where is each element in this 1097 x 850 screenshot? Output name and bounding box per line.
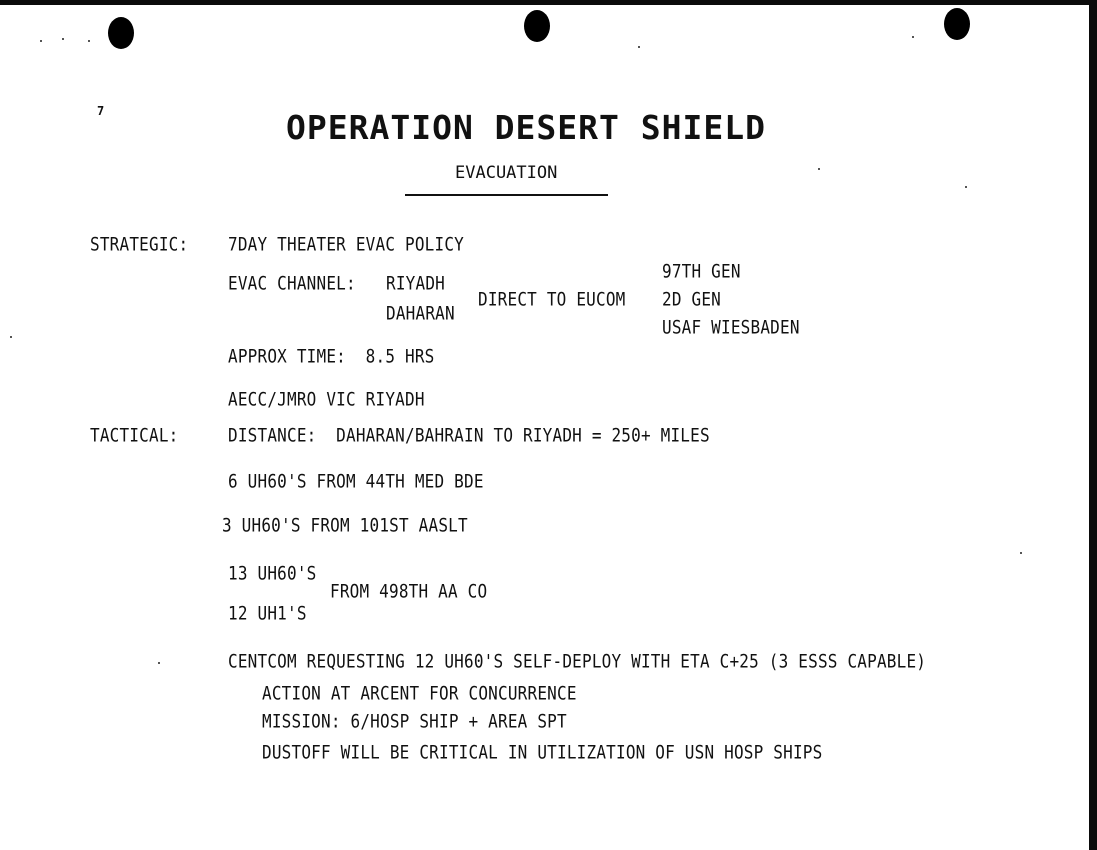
evac-destination-1: 97TH GEN <box>662 260 741 282</box>
document-subtitle: EVACUATION <box>455 163 558 183</box>
scan-speck <box>1020 552 1022 554</box>
scan-top-edge <box>0 0 1097 5</box>
subtitle-underline <box>405 194 608 196</box>
scan-speck <box>62 38 64 40</box>
action-line: ACTION AT ARCENT FOR CONCURRENCE <box>262 682 577 704</box>
mission-line: MISSION: 6/HOSP SHIP + AREA SPT <box>262 710 567 732</box>
scan-speck <box>10 336 12 338</box>
scan-speck <box>818 168 820 170</box>
evac-destination-3: USAF WIESBADEN <box>662 316 800 338</box>
scan-speck <box>88 40 90 42</box>
evac-direct: DIRECT TO EUCOM <box>478 288 626 310</box>
evac-destination-2: 2D GEN <box>662 288 721 310</box>
centcom-request: CENTCOM REQUESTING 12 UH60'S SELF-DEPLOY WITH ETA C+25 (3 ESSS CAPABLE) <box>228 650 927 672</box>
dustoff-line: DUSTOFF WILL BE CRITICAL IN UTILIZATION OF USN HOSP SHIPS <box>262 741 823 763</box>
approx-time: APPROX TIME: 8.5 HRS <box>228 345 435 367</box>
evac-origin-1: RIYADH <box>386 272 445 294</box>
evac-channel-label: EVAC CHANNEL: <box>228 272 356 294</box>
tactical-label: TACTICAL: <box>90 424 179 446</box>
punch-hole-center <box>524 10 550 42</box>
scan-speck <box>158 662 160 664</box>
tactical-distance: DISTANCE: DAHARAN/BAHRAIN TO RIYADH = 250+ MILES <box>228 424 710 446</box>
strategic-label: STRATEGIC: <box>90 233 189 255</box>
tactical-line-1: 6 UH60'S FROM 44TH MED BDE <box>228 470 484 492</box>
aecc-line: AECC/JMRO VIC RIYADH <box>228 388 425 410</box>
scan-speck <box>638 46 640 48</box>
page-mark: 7 <box>97 104 105 118</box>
scan-speck <box>965 186 967 188</box>
tactical-group-b: 12 UH1'S <box>228 602 307 624</box>
punch-hole-right <box>944 8 970 40</box>
scan-right-edge <box>1089 0 1097 850</box>
tactical-group-from: FROM 498TH AA CO <box>330 580 488 602</box>
evac-origin-2: DAHARAN <box>386 302 455 324</box>
document-title: OPERATION DESERT SHIELD <box>286 108 766 147</box>
scan-speck <box>40 40 42 42</box>
punch-hole-left <box>108 17 134 49</box>
scan-speck <box>912 36 914 38</box>
tactical-line-2: 3 UH60'S FROM 101ST AASLT <box>222 514 468 536</box>
tactical-group-a: 13 UH60'S <box>228 562 317 584</box>
strategic-policy: 7DAY THEATER EVAC POLICY <box>228 233 464 255</box>
